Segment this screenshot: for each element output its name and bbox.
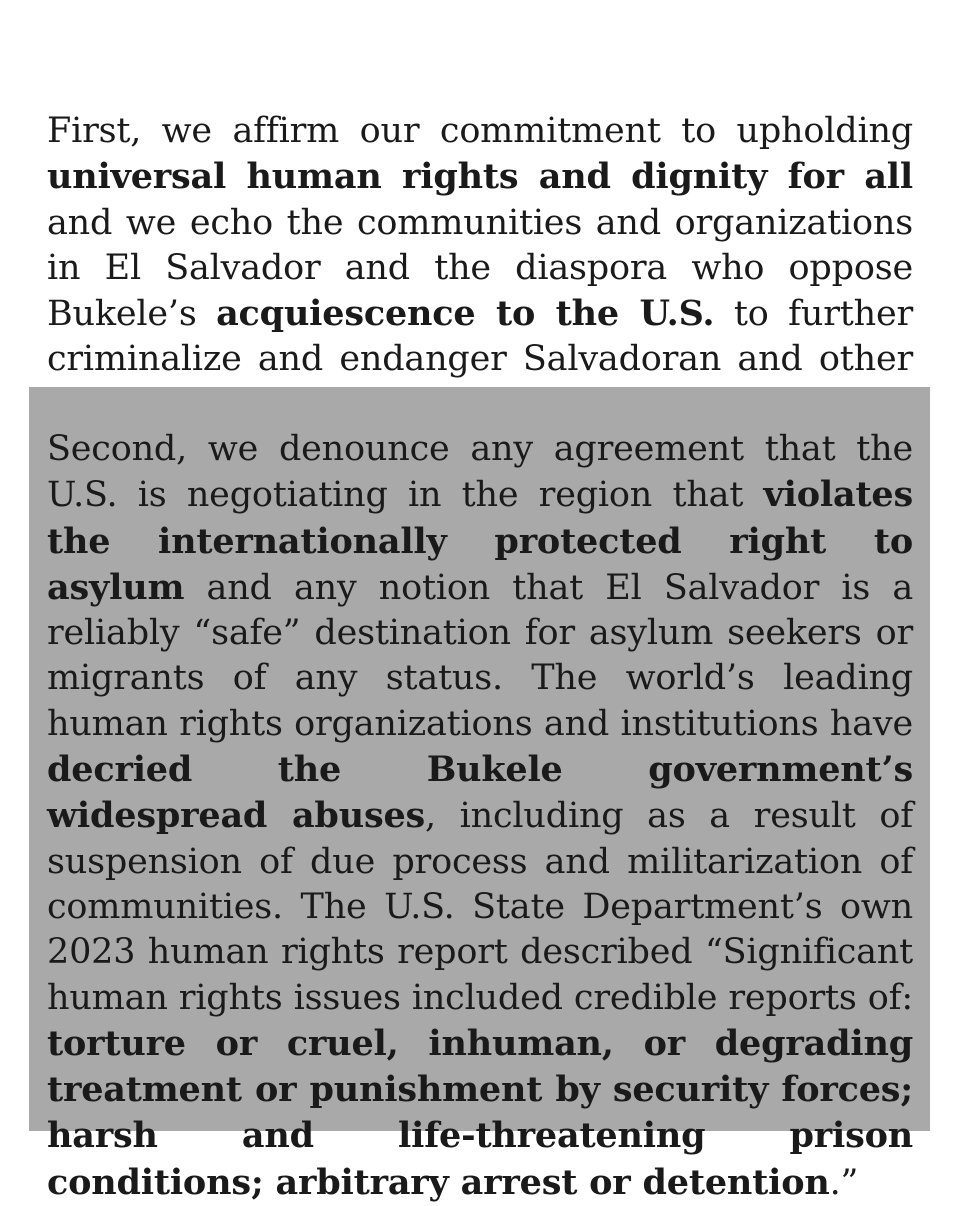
text-span: First, we affirm our commitment to upholding — [47, 111, 913, 151]
text-span: Second, we denounce any agreement that the U.S. is negotiating in the region that — [47, 429, 913, 516]
text-span: to further criminalize and endanger Salvadoran and other — [47, 294, 913, 380]
paragraph-second — [47, 427, 913, 1206]
bold-text: decried the Bukele government’s widespread abuses — [47, 749, 913, 837]
text-span: and any notion that El Salvador is a reliably “safe” destination for asylum seekers or migrants of any status. The world’s leading human rights organizations and institutions have — [47, 567, 913, 744]
bold-text: universal human rights and dignity for all — [47, 156, 913, 198]
bold-text: violates the internationally protected right to asylum — [47, 474, 913, 608]
text-span: , including as a result of suspension of due process and militarization of communities. The U.S. State Department’s own 2023 human rights report described “Significant human rights issues included credible reports of: — [47, 796, 913, 1018]
text-span: .” — [829, 1162, 859, 1203]
paragraph-first — [47, 109, 913, 428]
bold-text: acquiescence to the U.S. — [216, 293, 715, 335]
bold-text: torture or cruel, inhuman, or degrading treatment or punishment by security forces; harsh and life-threatening prison conditions; arbitrary arrest or detention — [47, 1022, 913, 1203]
text-span: and we echo the communities and organizations in El Salvador and the diaspora who oppose Bukele’s — [47, 202, 913, 335]
